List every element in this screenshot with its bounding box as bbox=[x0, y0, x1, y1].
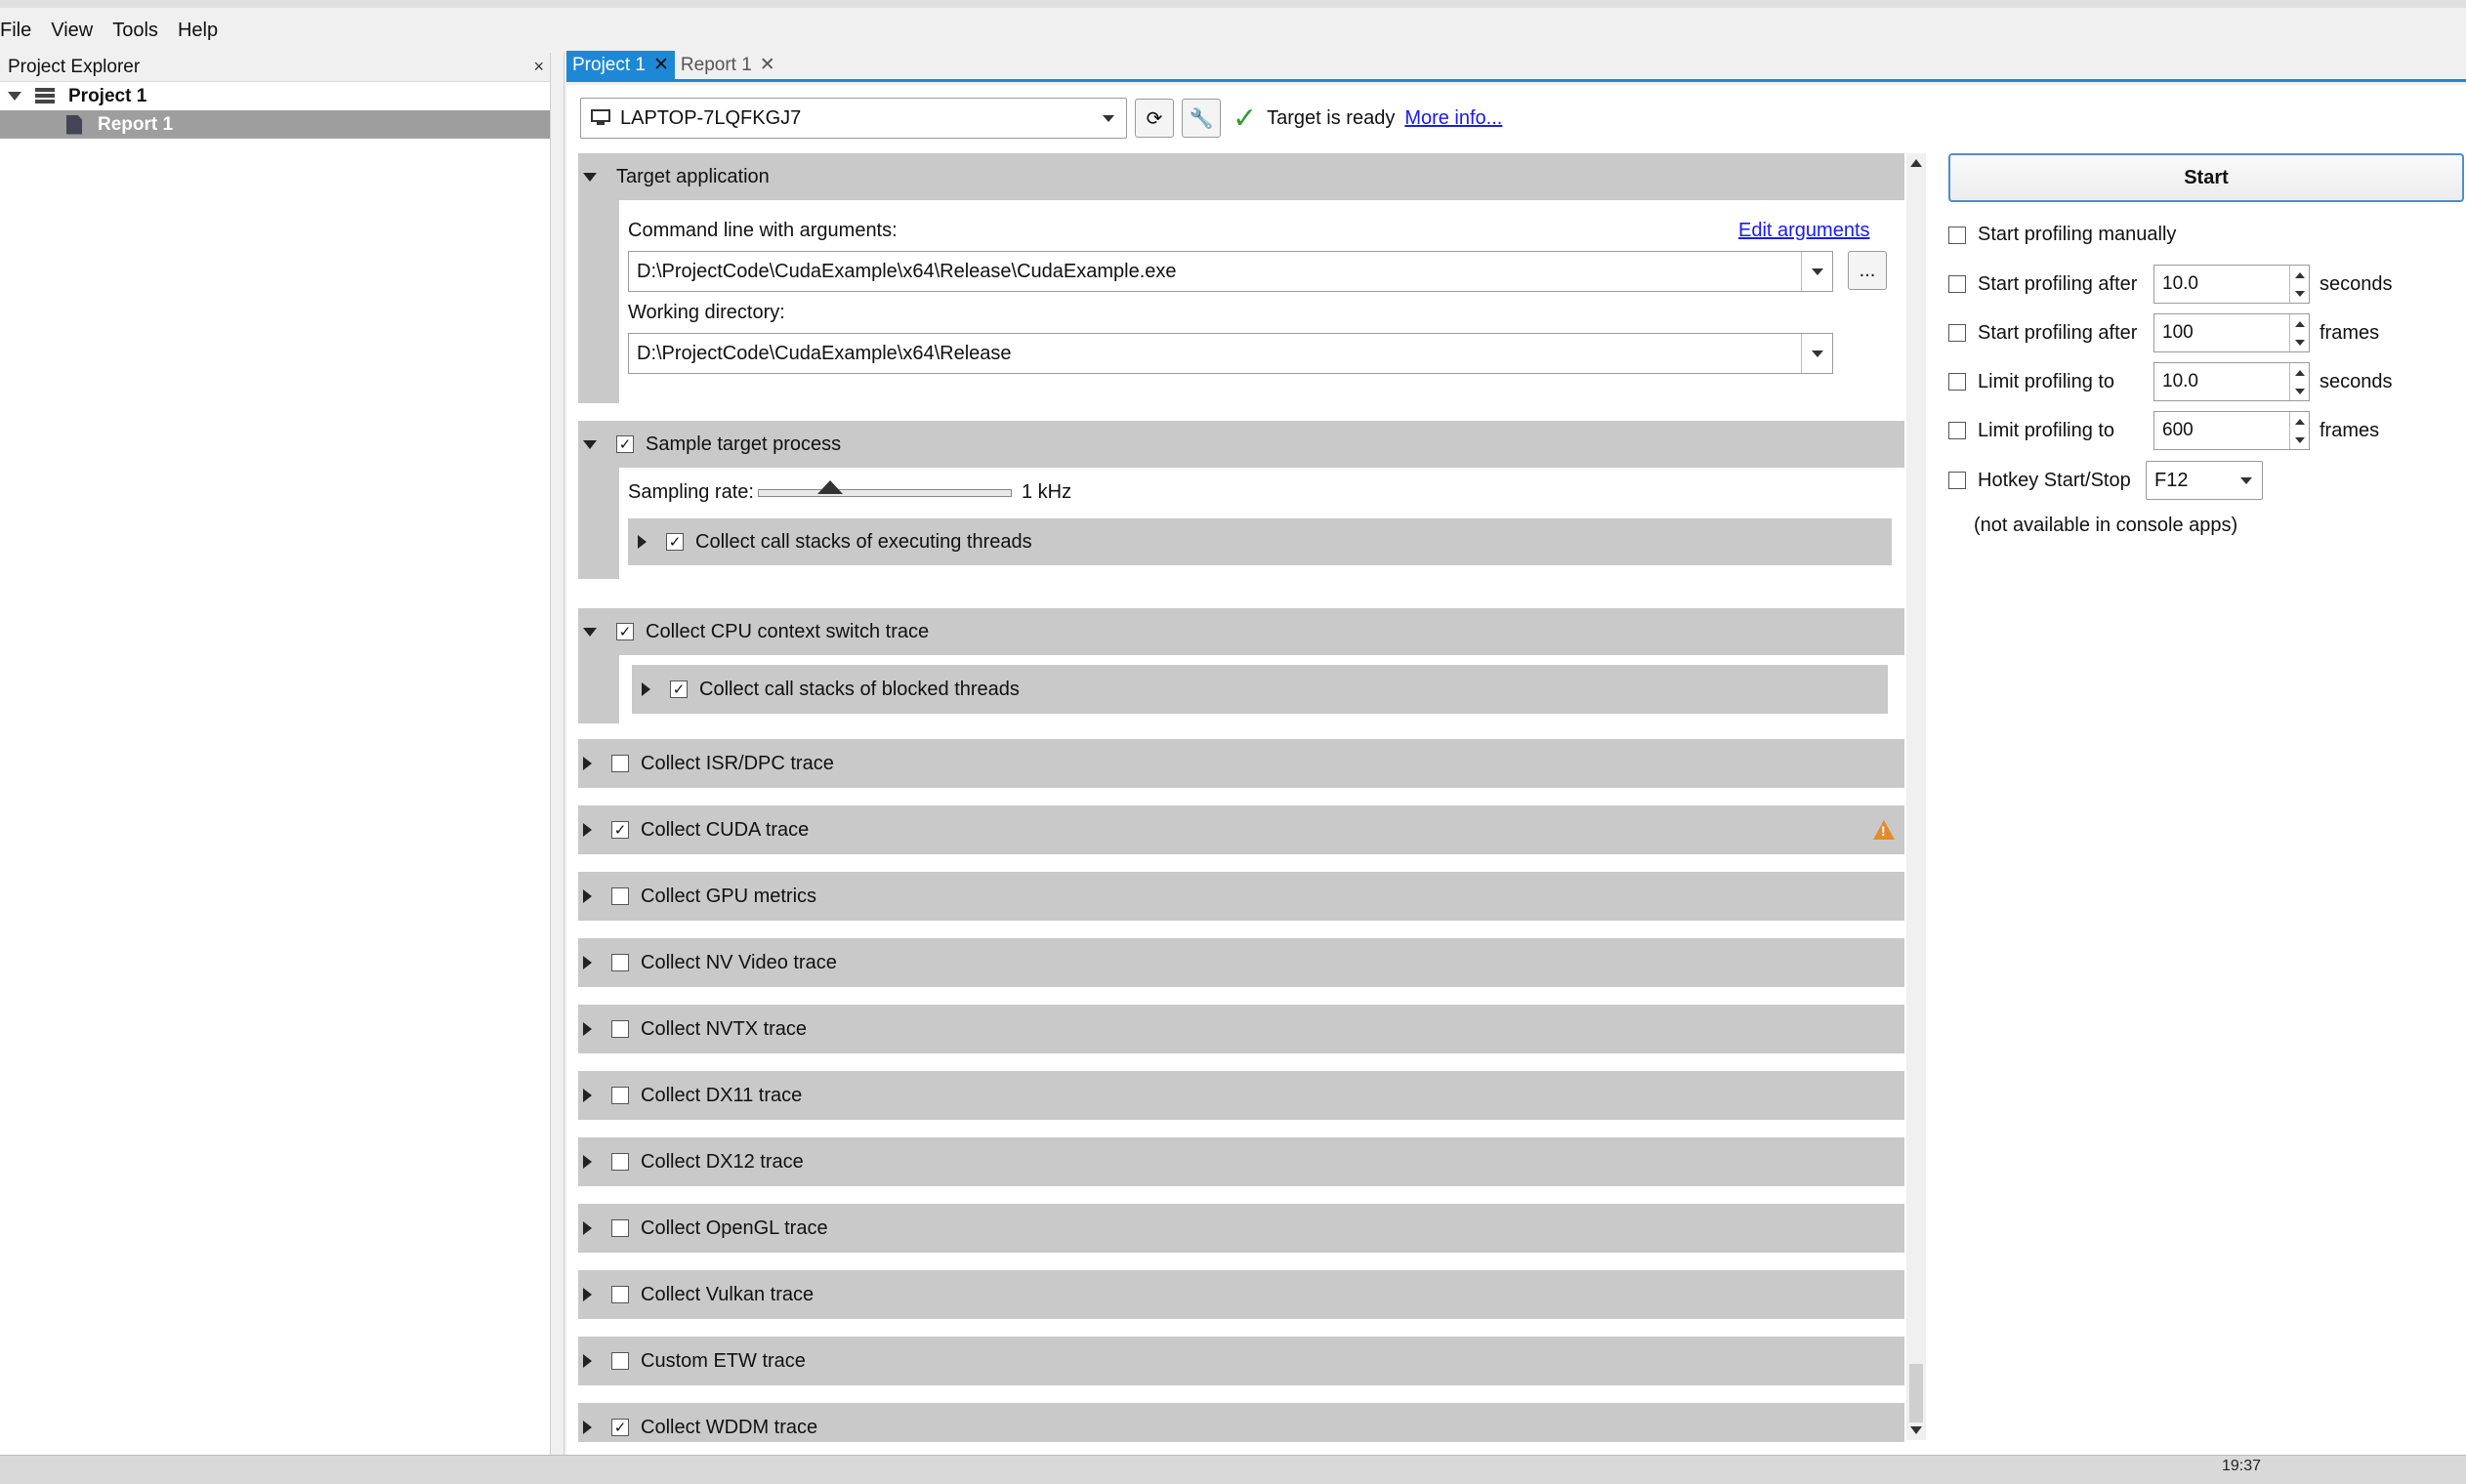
section-sample-target-process[interactable] bbox=[578, 421, 1904, 468]
spin-buttons[interactable] bbox=[2289, 314, 2309, 351]
spin-up-icon[interactable] bbox=[2295, 419, 2305, 425]
options-scrollbar[interactable] bbox=[1906, 153, 1926, 1440]
start-after-seconds-checkbox[interactable] bbox=[1948, 275, 1966, 293]
section-title: Sample target process bbox=[646, 433, 842, 455]
hotkey-note: (not available in console apps) bbox=[1974, 515, 2238, 536]
limit-seconds-checkbox[interactable] bbox=[1948, 373, 1966, 391]
section-title: Custom ETW trace bbox=[641, 1349, 806, 1372]
spin-down-icon[interactable] bbox=[2295, 340, 2305, 346]
section-custom-etw[interactable] bbox=[578, 1337, 1904, 1385]
subsection-title: Collect call stacks of blocked threads bbox=[699, 678, 1020, 700]
chevron-down-icon bbox=[1812, 268, 1823, 275]
explorer-close-icon[interactable]: × bbox=[533, 57, 544, 76]
spin-value: 10.0 bbox=[2162, 371, 2198, 392]
more-info-link[interactable]: More info... bbox=[1404, 106, 1503, 129]
section-cpu-context-switch[interactable] bbox=[578, 608, 1904, 655]
menu-help[interactable]: Help bbox=[177, 19, 219, 41]
section-title: Collect Vulkan trace bbox=[641, 1283, 815, 1305]
target-device-select[interactable] bbox=[580, 98, 1127, 139]
hotkey-checkbox[interactable] bbox=[1948, 472, 1966, 489]
slider-thumb[interactable] bbox=[817, 480, 843, 494]
section-checkbox[interactable] bbox=[611, 1219, 629, 1237]
tab-project-1[interactable] bbox=[566, 51, 675, 79]
tree-item-project[interactable] bbox=[0, 82, 550, 110]
section-checkbox[interactable] bbox=[611, 954, 629, 971]
project-page bbox=[566, 85, 2466, 1455]
report-document-icon bbox=[66, 115, 82, 135]
expand-arrow-icon[interactable] bbox=[583, 1089, 592, 1102]
expand-arrow-icon[interactable] bbox=[583, 1288, 592, 1301]
spin-down-icon[interactable] bbox=[2295, 291, 2305, 297]
spin-value: 100 bbox=[2162, 322, 2194, 343]
sampling-rate-slider[interactable] bbox=[758, 489, 1012, 497]
sampling-rate-label: Sampling rate: bbox=[628, 481, 754, 503]
taskbar-clock: 19:37 bbox=[2221, 1458, 2261, 1474]
collect-blocked-callstacks-checkbox[interactable]: ✓ bbox=[670, 680, 688, 698]
limit-frames-option bbox=[1948, 411, 2466, 450]
browse-button[interactable] bbox=[1848, 251, 1887, 290]
connection-settings-button[interactable] bbox=[1182, 99, 1221, 138]
scrollbar-thumb[interactable] bbox=[1909, 1364, 1923, 1422]
expand-arrow-icon[interactable] bbox=[583, 1221, 592, 1235]
section-title: Collect DX12 trace bbox=[641, 1150, 804, 1173]
section-nv-video[interactable] bbox=[578, 938, 1904, 987]
section-checkbox[interactable] bbox=[611, 1020, 629, 1038]
target-toolbar bbox=[580, 97, 1502, 140]
spin-value: 600 bbox=[2162, 420, 2194, 440]
command-history-dropdown[interactable] bbox=[1801, 252, 1832, 291]
sample-target-body bbox=[578, 468, 1904, 579]
section-opengl[interactable] bbox=[578, 1204, 1904, 1253]
section-vulkan[interactable] bbox=[578, 1270, 1904, 1319]
option-label: Hotkey Start/Stop bbox=[1978, 469, 2131, 491]
cmd-label: Command line with arguments: bbox=[628, 220, 898, 241]
scroll-down-arrow-icon[interactable] bbox=[1910, 1426, 1922, 1434]
spin-buttons[interactable] bbox=[2289, 363, 2309, 400]
computer-icon bbox=[591, 108, 612, 128]
menu-bar bbox=[0, 0, 2466, 53]
working-directory-label: Working directory: bbox=[628, 302, 785, 323]
expand-arrow-icon[interactable] bbox=[583, 1155, 592, 1169]
expand-arrow-icon[interactable] bbox=[583, 1421, 592, 1434]
hotkey-option bbox=[1948, 460, 2466, 501]
expand-arrow-icon[interactable] bbox=[642, 682, 650, 696]
working-directory-dropdown[interactable] bbox=[1801, 334, 1832, 373]
spin-buttons[interactable] bbox=[2289, 266, 2309, 303]
section-checkbox[interactable] bbox=[611, 755, 629, 772]
section-title: Collect CPU context switch trace bbox=[646, 620, 930, 642]
tree-item-label: Report 1 bbox=[98, 113, 174, 135]
section-checkbox[interactable]: ✓ bbox=[611, 821, 629, 839]
cpu-context-switch-checkbox[interactable]: ✓ bbox=[616, 623, 634, 640]
section-title: Collect DX11 trace bbox=[641, 1084, 803, 1106]
refresh-icon: ⟳ bbox=[1146, 107, 1163, 130]
chevron-down-icon bbox=[2240, 477, 2252, 484]
section-wddm[interactable] bbox=[578, 1403, 1904, 1442]
start-after-frames-input[interactable] bbox=[2153, 313, 2310, 352]
spin-up-icon[interactable] bbox=[2295, 321, 2305, 327]
section-title: Collect ISR/DPC trace bbox=[641, 752, 834, 774]
subsection-executing-call-stacks[interactable] bbox=[628, 518, 1892, 565]
sample-target-checkbox[interactable]: ✓ bbox=[616, 435, 634, 453]
wrench-icon: 🔧 bbox=[1189, 107, 1214, 130]
menu-file[interactable]: File bbox=[0, 19, 32, 41]
expand-arrow-icon[interactable] bbox=[583, 757, 592, 770]
section-nvtx[interactable] bbox=[578, 1005, 1904, 1053]
spin-down-icon[interactable] bbox=[2295, 437, 2305, 443]
start-panel bbox=[1948, 153, 2466, 1442]
target-device-label: LAPTOP-7LQFKGJ7 bbox=[620, 106, 802, 129]
option-label: Start profiling manually bbox=[1978, 224, 2177, 245]
expand-arrow-icon[interactable] bbox=[583, 1354, 592, 1368]
section-target-application[interactable] bbox=[578, 153, 1904, 200]
options-panel bbox=[578, 153, 1906, 1442]
expand-arrow-icon[interactable] bbox=[583, 1022, 592, 1036]
hotkey-select[interactable] bbox=[2146, 461, 2263, 500]
browse-label: ... bbox=[1859, 259, 1876, 281]
start-after-frames-checkbox[interactable] bbox=[1948, 324, 1966, 342]
scroll-up-arrow-icon[interactable] bbox=[1910, 159, 1922, 167]
working-directory-input[interactable] bbox=[628, 333, 1833, 374]
working-directory-value: D:\ProjectCode\CudaExample\x64\Release bbox=[637, 342, 1012, 364]
section-checkbox[interactable] bbox=[611, 1352, 629, 1370]
subsection-blocked-call-stacks[interactable] bbox=[632, 665, 1888, 714]
section-title: Collect CUDA trace bbox=[641, 818, 810, 841]
option-label: Start profiling after bbox=[1978, 272, 2138, 295]
edit-arguments-link[interactable]: Edit arguments bbox=[1738, 220, 1870, 241]
tree-item-report[interactable] bbox=[0, 110, 550, 139]
section-dx12[interactable] bbox=[578, 1137, 1904, 1186]
section-title: Collect NVTX trace bbox=[641, 1017, 808, 1040]
warning-icon[interactable] bbox=[1873, 820, 1895, 840]
refresh-button[interactable] bbox=[1135, 99, 1174, 138]
os-taskbar bbox=[0, 1455, 2466, 1484]
limit-seconds-input[interactable] bbox=[2153, 362, 2310, 401]
hotkey-value: F12 bbox=[2154, 469, 2189, 491]
spin-down-icon[interactable] bbox=[2295, 389, 2305, 394]
start-manually-checkbox[interactable] bbox=[1948, 227, 1966, 244]
section-title: Collect OpenGL trace bbox=[641, 1216, 828, 1239]
target-status: Target is ready bbox=[1267, 106, 1396, 129]
panel-splitter[interactable] bbox=[551, 53, 564, 1455]
start-after-seconds-option bbox=[1948, 265, 2466, 304]
spin-buttons[interactable] bbox=[2289, 412, 2309, 449]
cpu-context-switch-body bbox=[578, 655, 1904, 723]
command-line-value: D:\ProjectCode\CudaExample\x64\Release\CudaExample.exe bbox=[637, 260, 1177, 282]
checkmark-icon: ✓ bbox=[1233, 102, 1258, 135]
option-label: Limit profiling to bbox=[1978, 419, 2115, 441]
expand-arrow-icon[interactable] bbox=[638, 535, 647, 549]
start-button[interactable]: Start bbox=[1948, 153, 2464, 202]
start-manually-option[interactable] bbox=[1948, 224, 2176, 246]
section-title: Collect WDDM trace bbox=[641, 1416, 818, 1438]
section-dx11[interactable] bbox=[578, 1071, 1904, 1120]
spin-value: 10.0 bbox=[2162, 273, 2198, 294]
limit-frames-checkbox[interactable] bbox=[1948, 422, 1966, 439]
expand-arrow-icon[interactable] bbox=[8, 92, 21, 101]
collapse-arrow-icon[interactable] bbox=[583, 440, 597, 449]
limit-seconds-option bbox=[1948, 362, 2466, 401]
option-label: Start profiling after bbox=[1978, 321, 2138, 344]
menu-view[interactable]: View bbox=[51, 19, 94, 41]
section-checkbox[interactable] bbox=[611, 1286, 629, 1303]
spin-up-icon[interactable] bbox=[2295, 370, 2305, 376]
tab-label: Project 1 bbox=[572, 54, 646, 75]
section-gpu-metrics[interactable] bbox=[578, 872, 1904, 921]
unit-label: seconds bbox=[2320, 272, 2393, 295]
close-tab-icon[interactable]: ✕ bbox=[759, 55, 775, 75]
collapse-arrow-icon[interactable] bbox=[583, 173, 597, 182]
option-label: Limit profiling to bbox=[1978, 370, 2115, 392]
section-checkbox[interactable]: ✓ bbox=[611, 1419, 629, 1436]
chevron-down-icon bbox=[1812, 350, 1823, 357]
section-cuda[interactable] bbox=[578, 805, 1904, 854]
section-title: Target application bbox=[616, 165, 770, 187]
target-application-body bbox=[578, 200, 1904, 403]
tab-label: Report 1 bbox=[680, 54, 752, 75]
project-icon bbox=[35, 88, 55, 105]
explorer-title: Project Explorer bbox=[8, 56, 141, 77]
collapse-arrow-icon[interactable] bbox=[583, 628, 597, 637]
close-tab-icon[interactable]: ✕ bbox=[652, 55, 669, 75]
expand-arrow-icon[interactable] bbox=[583, 889, 592, 903]
start-after-frames-option bbox=[1948, 313, 2466, 352]
section-isr-dpc[interactable] bbox=[578, 739, 1904, 788]
unit-label: seconds bbox=[2320, 370, 2393, 392]
tab-strip bbox=[566, 53, 2466, 82]
unit-label: frames bbox=[2320, 321, 2380, 344]
unit-label: frames bbox=[2320, 419, 2380, 441]
section-title: Collect NV Video trace bbox=[641, 951, 837, 973]
limit-frames-input[interactable] bbox=[2153, 411, 2310, 450]
section-title: Collect GPU metrics bbox=[641, 885, 817, 907]
command-line-input[interactable] bbox=[628, 251, 1833, 292]
chevron-down-icon bbox=[1103, 115, 1114, 122]
expand-arrow-icon[interactable] bbox=[583, 823, 592, 837]
spin-up-icon[interactable] bbox=[2295, 272, 2305, 278]
project-explorer bbox=[0, 53, 551, 1455]
expand-arrow-icon[interactable] bbox=[583, 956, 592, 969]
tab-report-1[interactable] bbox=[675, 51, 781, 79]
menu-tools[interactable]: Tools bbox=[112, 19, 158, 41]
section-checkbox[interactable] bbox=[611, 1087, 629, 1104]
explorer-header bbox=[0, 53, 550, 82]
section-checkbox[interactable] bbox=[611, 887, 629, 905]
sampling-rate-value: 1 kHz bbox=[1022, 481, 1072, 503]
subsection-title: Collect call stacks of executing threads bbox=[695, 530, 1032, 553]
start-after-seconds-input[interactable] bbox=[2153, 265, 2310, 304]
section-checkbox[interactable] bbox=[611, 1153, 629, 1171]
tree-item-label: Project 1 bbox=[68, 85, 147, 106]
collect-executing-callstacks-checkbox[interactable]: ✓ bbox=[666, 533, 684, 551]
